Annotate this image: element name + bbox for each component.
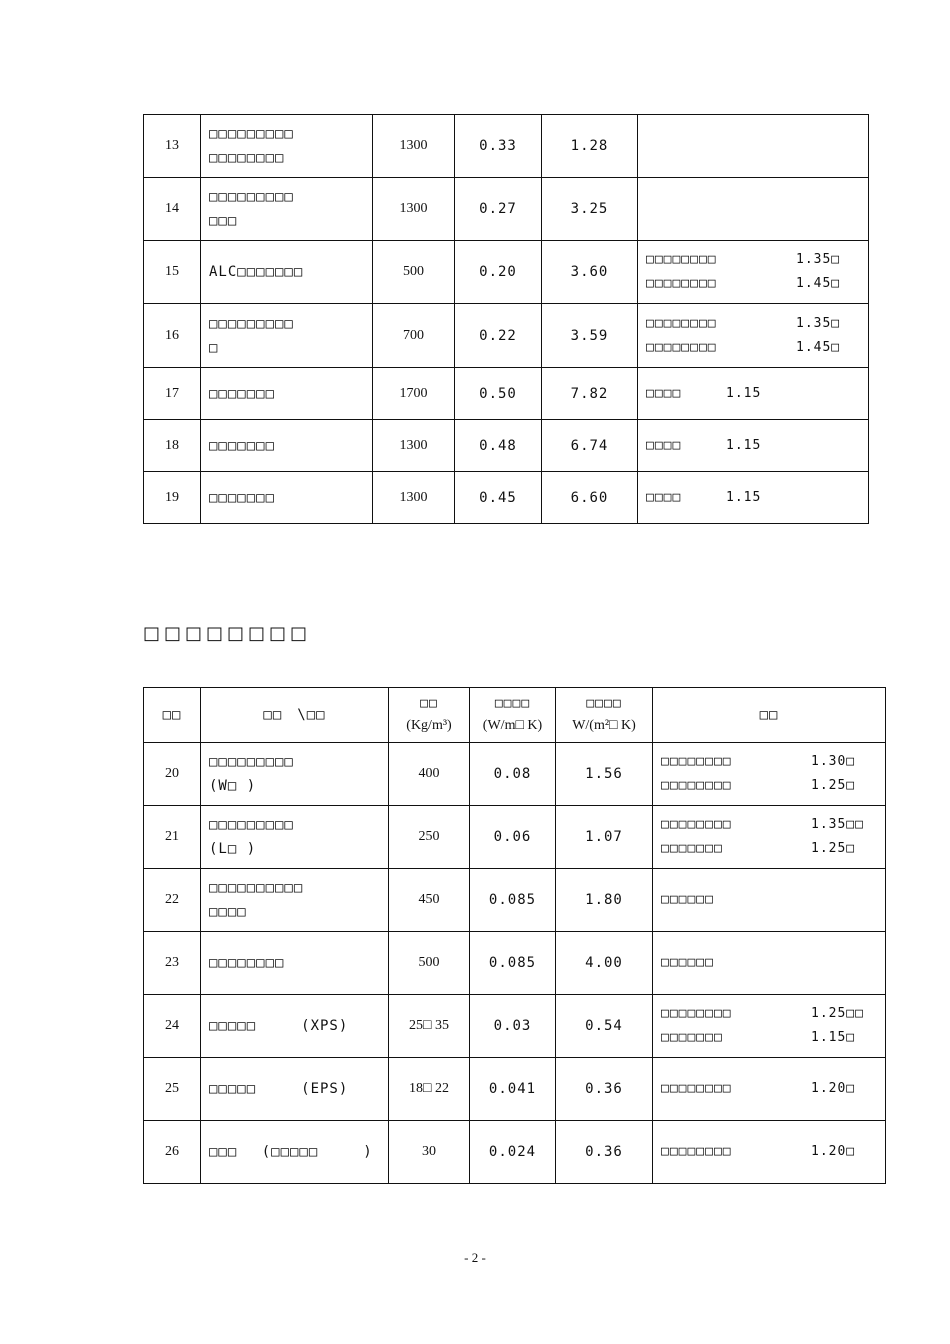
note-value: 1.20□ — [811, 1081, 856, 1096]
note-line — [661, 1140, 885, 1164]
resistance-value: 0.54 — [556, 995, 653, 1058]
conductivity-value: 0.22 — [455, 304, 542, 368]
resistance-value: 3.25 — [542, 178, 638, 241]
table-row — [144, 995, 886, 1058]
header-resistance-unit: W/(m²□ K) — [572, 718, 636, 733]
table-row — [144, 115, 869, 178]
note-line — [646, 486, 868, 510]
note-value: 1.35□ — [796, 315, 841, 331]
note-value: 1.15□ — [811, 1030, 856, 1045]
material-name — [201, 420, 373, 472]
note-line — [646, 312, 868, 336]
material-name — [201, 368, 373, 420]
notes-cell — [653, 1121, 886, 1184]
row-number: 26 — [144, 1121, 201, 1184]
density-value: 1300 — [373, 472, 455, 524]
row-number: 16 — [144, 304, 201, 368]
notes-cell — [653, 869, 886, 932]
conductivity-value: 0.45 — [455, 472, 542, 524]
note-value: 1.45□ — [796, 276, 841, 291]
material-name-line: □□□ (□□□□□ ) — [209, 1144, 373, 1160]
row-number: 22 — [144, 869, 201, 932]
table-row — [144, 932, 886, 995]
conductivity-value: 0.08 — [470, 743, 556, 806]
conductivity-value: 0.03 — [470, 995, 556, 1058]
table-row — [144, 178, 869, 241]
row-number: 14 — [144, 178, 201, 241]
row-number: 24 — [144, 995, 201, 1058]
table-row — [144, 869, 886, 932]
note-line — [661, 750, 885, 774]
note-line — [661, 951, 885, 975]
row-number: 23 — [144, 932, 201, 995]
resistance-value: 1.07 — [556, 806, 653, 869]
material-name-line: □□□□□□□□□ — [209, 315, 294, 332]
material-name-line: (W□ ) — [209, 778, 257, 794]
note-value: 1.45□ — [796, 339, 841, 355]
density-value: 250 — [389, 806, 470, 869]
density-value: 700 — [373, 304, 455, 368]
note-value: 1.25□ — [811, 841, 856, 856]
row-number: 18 — [144, 420, 201, 472]
note-text: □□□□□□□□ — [646, 315, 717, 331]
note-line — [646, 248, 868, 272]
note-text: □□□□ — [646, 489, 682, 505]
density-value: 18□ 22 — [389, 1058, 470, 1121]
material-name-line: □□□□□□□□ — [209, 955, 285, 971]
table-row — [144, 806, 886, 869]
material-name-line: □□□□□□□□□ — [209, 189, 294, 205]
conductivity-value: 0.20 — [455, 241, 542, 304]
resistance-value: 0.36 — [556, 1121, 653, 1184]
note-line — [661, 1026, 885, 1050]
conductivity-value: 0.024 — [470, 1121, 556, 1184]
conductivity-value: 0.33 — [455, 115, 542, 178]
resistance-value: 6.74 — [542, 420, 638, 472]
note-line — [661, 888, 885, 912]
material-name — [201, 1058, 389, 1121]
header-name: □□ \□□ — [201, 688, 389, 743]
table-row — [144, 304, 869, 368]
note-value: 1.35□□ — [811, 817, 864, 832]
note-value: 1.35□ — [796, 252, 841, 267]
note-line — [646, 434, 868, 458]
row-number: 13 — [144, 115, 201, 178]
note-value: 1.15 — [726, 489, 762, 505]
header-conductivity — [470, 688, 556, 743]
conductivity-value: 0.48 — [455, 420, 542, 472]
note-text: □□□□□□□□ — [646, 252, 717, 267]
table-row — [144, 743, 886, 806]
material-name — [201, 932, 389, 995]
conductivity-value: 0.06 — [470, 806, 556, 869]
material-name-line: □□□□□□□ — [209, 385, 276, 402]
notes-cell — [653, 743, 886, 806]
resistance-value: 1.56 — [556, 743, 653, 806]
header-density-label: □□ — [420, 696, 438, 711]
note-text: □□□□□□□□ — [661, 1144, 732, 1159]
note-text: □□□□□□□□ — [661, 754, 732, 769]
notes-cell — [638, 178, 869, 241]
conductivity-value: 0.085 — [470, 869, 556, 932]
note-text: □□□□□□□□ — [661, 1081, 732, 1096]
note-text: □□□□ — [646, 385, 682, 401]
row-number: 17 — [144, 368, 201, 420]
material-name-line: □□□□□□□□□□ — [209, 880, 304, 896]
notes-cell — [653, 1058, 886, 1121]
notes-cell — [638, 115, 869, 178]
table-header-row — [144, 688, 886, 743]
conductivity-value: 0.085 — [470, 932, 556, 995]
material-name — [201, 869, 389, 932]
note-value: 1.15 — [726, 385, 762, 401]
header-notes: □□ — [653, 688, 886, 743]
header-conductivity-unit: (W/m□ K) — [482, 718, 543, 733]
insulation-material-table — [143, 687, 886, 1184]
material-name — [201, 178, 373, 241]
material-table-part1 — [143, 114, 869, 524]
note-value: 1.20□ — [811, 1144, 856, 1159]
resistance-value: 3.60 — [542, 241, 638, 304]
notes-cell — [638, 304, 869, 368]
row-number: 25 — [144, 1058, 201, 1121]
material-name — [201, 1121, 389, 1184]
note-text: □□□□□□ — [661, 892, 714, 907]
note-line — [661, 837, 885, 861]
resistance-value: 1.80 — [556, 869, 653, 932]
row-number: 15 — [144, 241, 201, 304]
density-value: 500 — [373, 241, 455, 304]
page-number: - 2 - — [464, 1250, 486, 1265]
note-text: □□□□□□□□ — [661, 778, 732, 793]
material-name-line: (L□ ) — [209, 841, 257, 857]
note-value: 1.30□ — [811, 754, 856, 769]
notes-cell — [638, 420, 869, 472]
header-density-unit: (Kg/m³) — [406, 718, 452, 733]
notes-cell — [638, 368, 869, 420]
resistance-value: 1.28 — [542, 115, 638, 178]
material-name — [201, 743, 389, 806]
note-line — [661, 774, 885, 798]
material-name — [201, 304, 373, 368]
density-value: 25□ 35 — [389, 995, 470, 1058]
row-number: 21 — [144, 806, 201, 869]
header-density — [389, 688, 470, 743]
note-line — [646, 382, 868, 406]
conductivity-value: 0.50 — [455, 368, 542, 420]
density-value: 1300 — [373, 420, 455, 472]
material-name-line: □□□□□□□□□ — [209, 754, 294, 770]
note-value: 1.25□□ — [811, 1006, 864, 1021]
row-number: 20 — [144, 743, 201, 806]
note-text: □□□□□□□□ — [646, 276, 717, 291]
resistance-value: 0.36 — [556, 1058, 653, 1121]
material-name-line: □□□□□□□□ — [209, 150, 285, 166]
density-value: 500 — [389, 932, 470, 995]
notes-cell — [653, 806, 886, 869]
material-name-line: □□□□□ (EPS) — [209, 1081, 349, 1097]
note-text: □□□□□□□□ — [661, 1006, 732, 1021]
density-value: 1300 — [373, 115, 455, 178]
material-name-line: □□□□□□□ — [209, 489, 276, 506]
density-value: 400 — [389, 743, 470, 806]
row-number: 19 — [144, 472, 201, 524]
density-value: 30 — [389, 1121, 470, 1184]
density-value: 1300 — [373, 178, 455, 241]
notes-cell — [653, 995, 886, 1058]
table-row — [144, 1058, 886, 1121]
resistance-value: 3.59 — [542, 304, 638, 368]
table-row — [144, 472, 869, 524]
material-name-line: □□□□ — [209, 904, 247, 920]
header-resistance — [556, 688, 653, 743]
material-name — [201, 472, 373, 524]
density-value: 1700 — [373, 368, 455, 420]
note-value: 1.25□ — [811, 778, 856, 793]
material-name-line: □□□□□□□□□ — [209, 817, 294, 833]
note-text: □□□□□□□□ — [661, 817, 732, 832]
material-name-line: □□□□□□□ — [209, 437, 276, 454]
material-name-line: ALC□□□□□□□ — [209, 264, 304, 280]
notes-cell — [638, 241, 869, 304]
table-row — [144, 420, 869, 472]
note-text: □□□□ — [646, 437, 682, 453]
section-heading: □□□□□□□□ — [143, 623, 312, 644]
material-name — [201, 995, 389, 1058]
table-row — [144, 368, 869, 420]
note-line — [661, 813, 885, 837]
material-name — [201, 241, 373, 304]
note-line — [661, 1002, 885, 1026]
header-conductivity-label: □□□□ — [494, 696, 531, 711]
conductivity-value: 0.041 — [470, 1058, 556, 1121]
material-name — [201, 115, 373, 178]
material-name-line: □□□□□□□□□ — [209, 126, 294, 142]
note-value: 1.15 — [726, 437, 762, 453]
table-row — [144, 241, 869, 304]
conductivity-value: 0.27 — [455, 178, 542, 241]
table-row — [144, 1121, 886, 1184]
note-text: □□□□□□□ — [661, 1030, 723, 1045]
note-line — [646, 272, 868, 296]
note-line — [661, 1077, 885, 1101]
resistance-value: 7.82 — [542, 368, 638, 420]
material-name — [201, 806, 389, 869]
resistance-value: 6.60 — [542, 472, 638, 524]
density-value: 450 — [389, 869, 470, 932]
resistance-value: 4.00 — [556, 932, 653, 995]
note-line — [646, 336, 868, 360]
notes-cell — [653, 932, 886, 995]
material-name-line: □ — [209, 339, 219, 356]
header-no: □□ — [144, 688, 201, 743]
header-resistance-label: □□□□ — [586, 696, 622, 711]
note-text: □□□□□□ — [661, 955, 714, 970]
material-name-line: □□□ — [209, 213, 238, 229]
note-text: □□□□□□□□ — [646, 339, 717, 355]
material-name-line: □□□□□ (XPS) — [209, 1018, 349, 1034]
note-text: □□□□□□□ — [661, 841, 723, 856]
notes-cell — [638, 472, 869, 524]
